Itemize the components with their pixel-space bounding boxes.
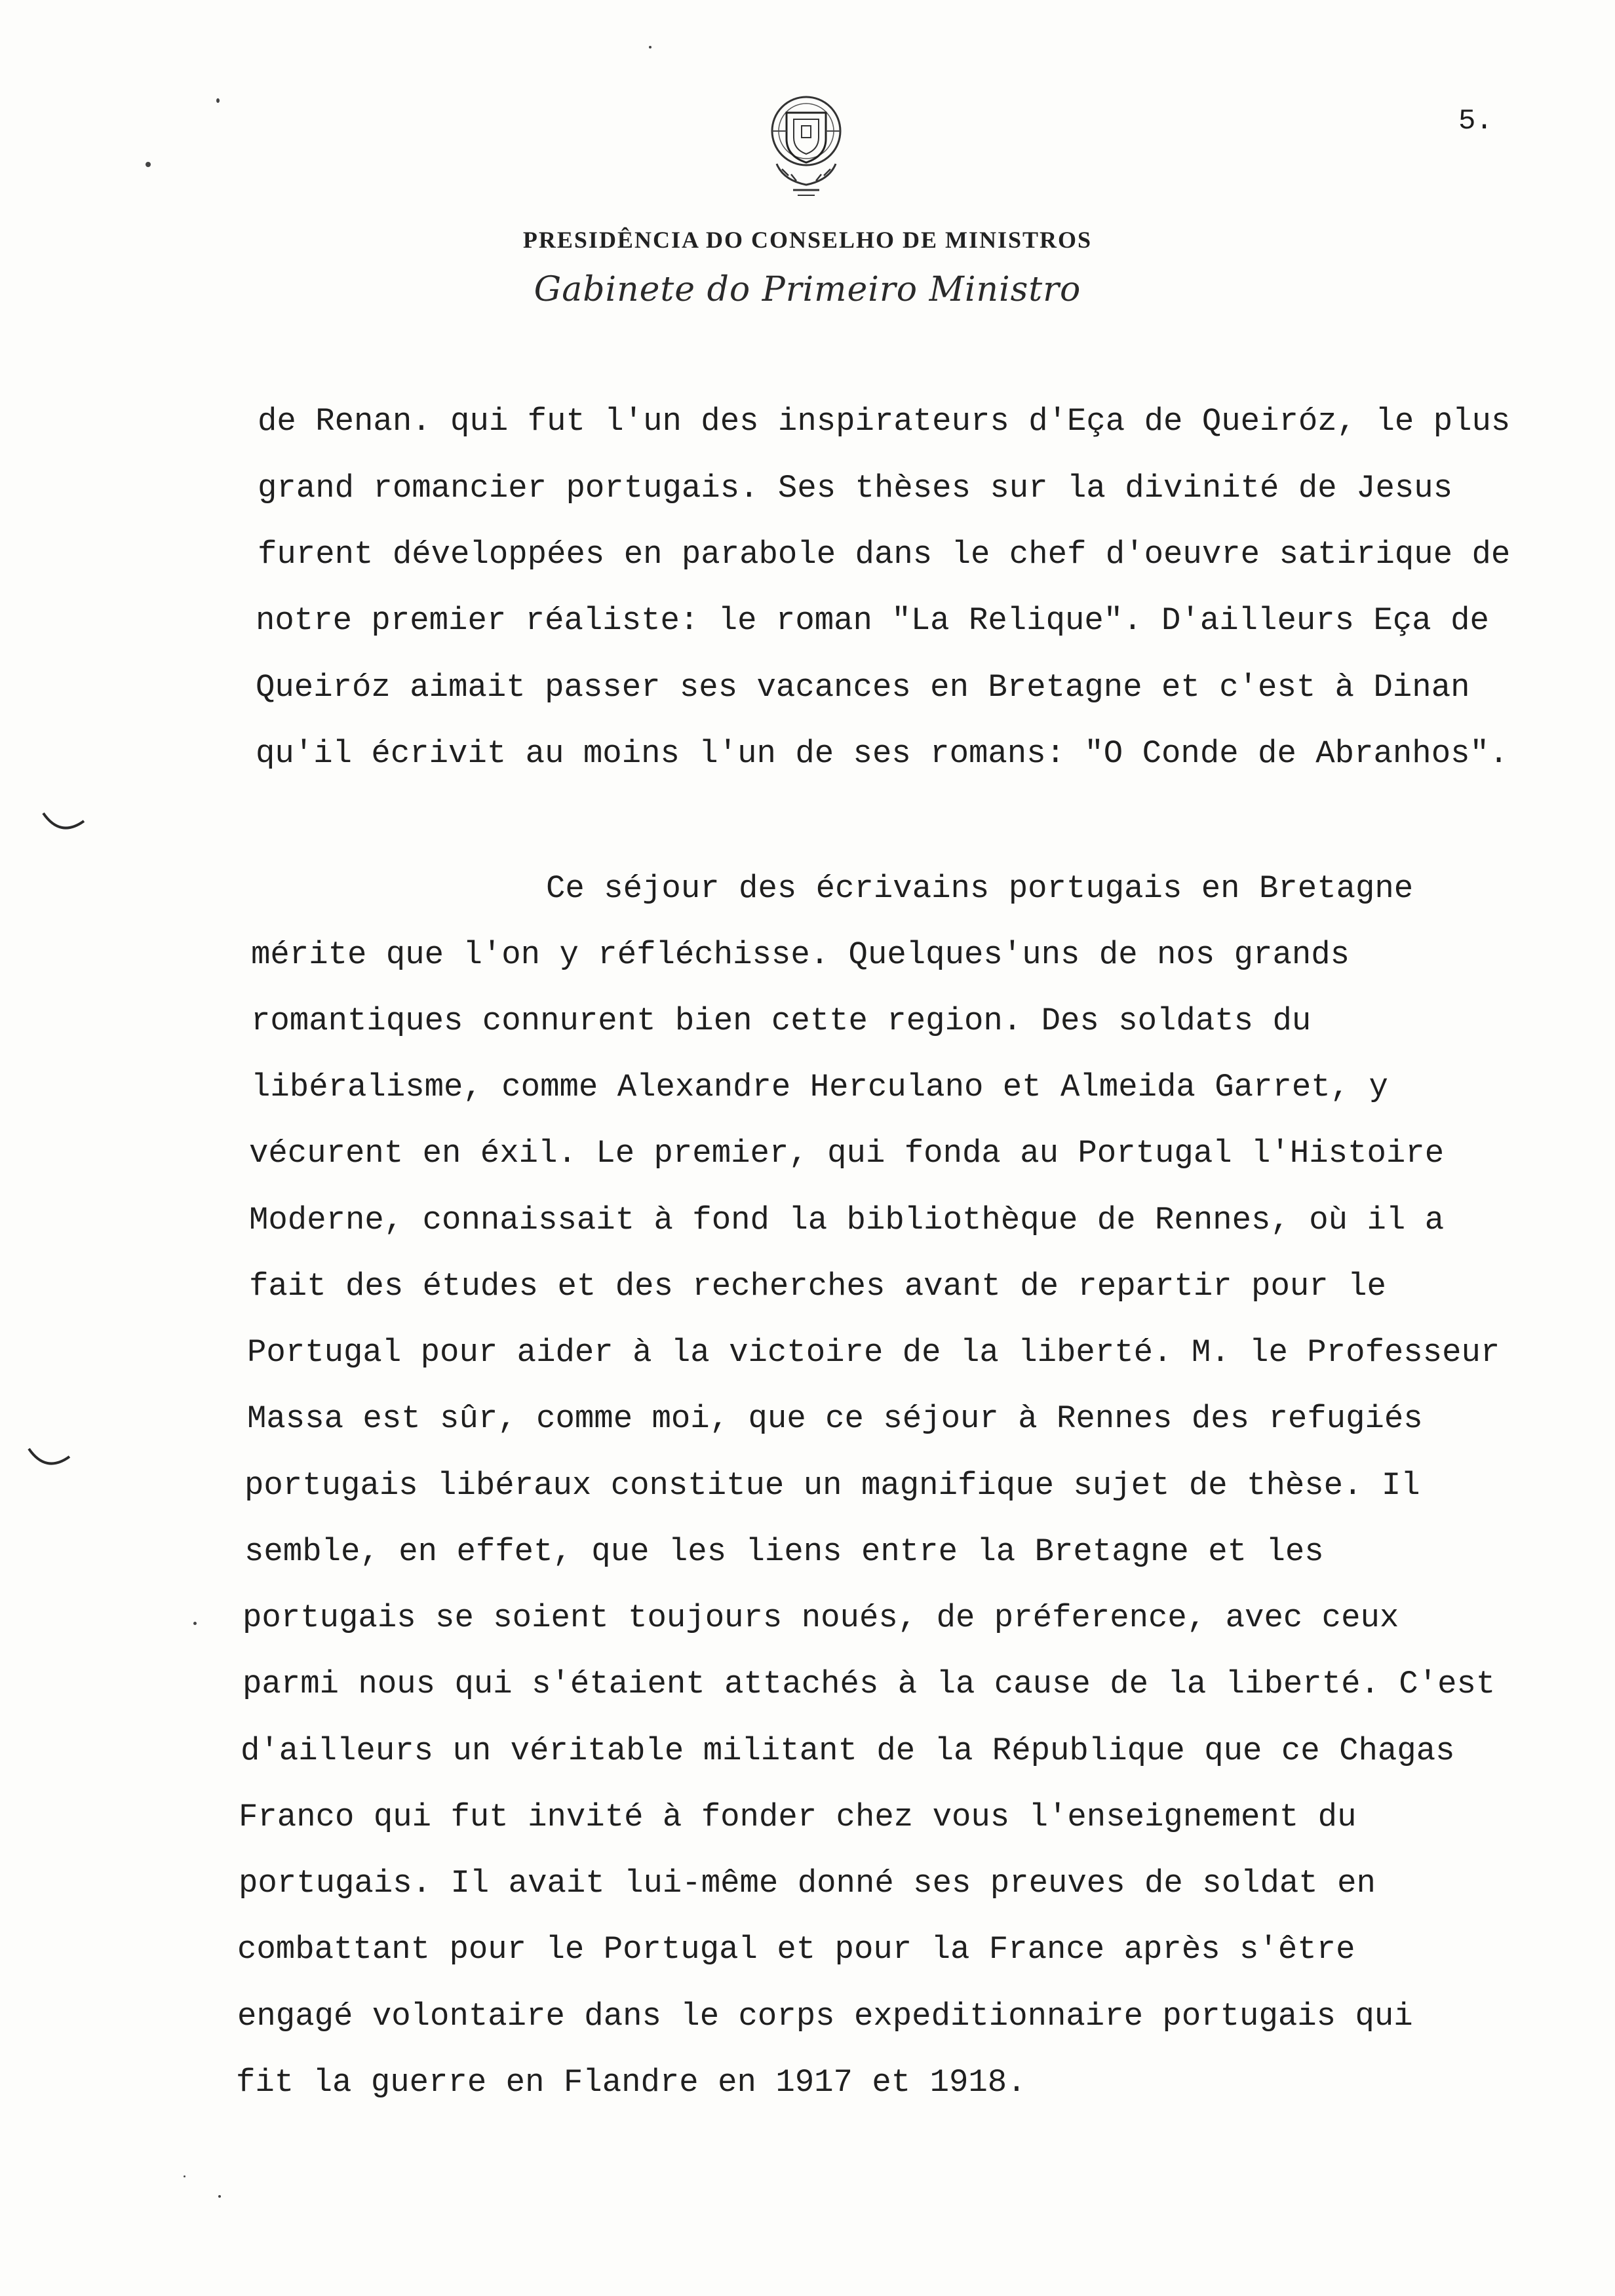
body-text-line: Queiróz aimait passer ses vacances en Bretagne et c'est à Dinan	[256, 669, 1470, 706]
scan-speck	[218, 2195, 221, 2198]
body-text-line: vécurent en éxil. Le premier, qui fonda au Portugal l'Histoire	[249, 1135, 1445, 1172]
scan-speck	[146, 162, 151, 167]
punch-mark	[41, 809, 87, 839]
body-text-line: fit la guerre en Flandre en 1917 et 1918.	[236, 2064, 1026, 2101]
scan-speck	[193, 1622, 197, 1625]
scan-speck	[184, 2175, 185, 2177]
punch-mark	[26, 1445, 72, 1474]
body-text-line: semble, en effet, que les liens entre la Bretagne et les	[244, 1533, 1324, 1570]
body-text-line: libéralisme, comme Alexandre Herculano et Almeida Garret, y	[251, 1069, 1388, 1105]
body-text-line: Portugal pour aider à la victoire de la liberté. M. le Professeur	[247, 1334, 1500, 1371]
scan-speck	[649, 46, 652, 48]
body-text-line: notre premier réaliste: le roman "La Relique". D'ailleurs Eça de	[256, 602, 1489, 639]
office-name: Gabinete do Primeiro Ministro	[534, 270, 1081, 309]
body-text-line: Ce séjour des écrivains portugais en Bretagne	[546, 870, 1414, 907]
body-text-line: qu'il écrivit au moins l'un de ses romans: "O Conde de Abranhos".	[256, 735, 1509, 772]
body-text-line: Massa est sûr, comme moi, que ce séjour à Rennes des refugiés	[247, 1400, 1423, 1437]
scan-speck	[216, 98, 220, 103]
body-text-line: furent développées en parabole dans le chef d'oeuvre satirique de	[258, 536, 1511, 573]
body-text-line: combattant pour le Portugal et pour la France après s'être	[237, 1931, 1355, 1968]
page-number: 5.	[1458, 105, 1493, 138]
body-text-line: portugais libéraux constitue un magnifique sujet de thèse. Il	[244, 1467, 1420, 1504]
body-text-line: romantiques connurent bien cette region. Des soldats du	[251, 1003, 1312, 1039]
coat-of-arms-emblem	[757, 92, 855, 200]
body-text-line: grand romancier portugais. Ses thèses sur la divinité de Jesus	[258, 470, 1453, 507]
body-text-line: Moderne, connaissait à fond la bibliothèque de Rennes, où il a	[249, 1202, 1445, 1238]
body-text-line: d'ailleurs un véritable militant de la République que ce Chagas	[241, 1732, 1455, 1769]
body-text-line: parmi nous qui s'étaient attachés à la cause de la liberté. C'est	[243, 1666, 1496, 1702]
body-text-line: Franco qui fut invité à fonder chez vous l'enseignement du	[239, 1799, 1357, 1835]
institution-name: PRESIDÊNCIA DO CONSELHO DE MINISTROS	[522, 227, 1093, 253]
body-text-line: portugais. Il avait lui-même donné ses preuves de soldat en	[239, 1865, 1376, 1902]
body-text-line: portugais se soient toujours noués, de préference, avec ceux	[243, 1599, 1399, 1636]
body-text-line: mérite que l'on y réfléchisse. Quelques'uns de nos grands	[251, 936, 1350, 973]
body-text-line: fait des études et des recherches avant de repartir pour le	[249, 1268, 1386, 1305]
body-text-line: engagé volontaire dans le corps expeditionnaire portugais qui	[237, 1998, 1413, 2035]
body-text-line: de Renan. qui fut l'un des inspirateurs d'Eça de Queiróz, le plus	[258, 403, 1511, 440]
